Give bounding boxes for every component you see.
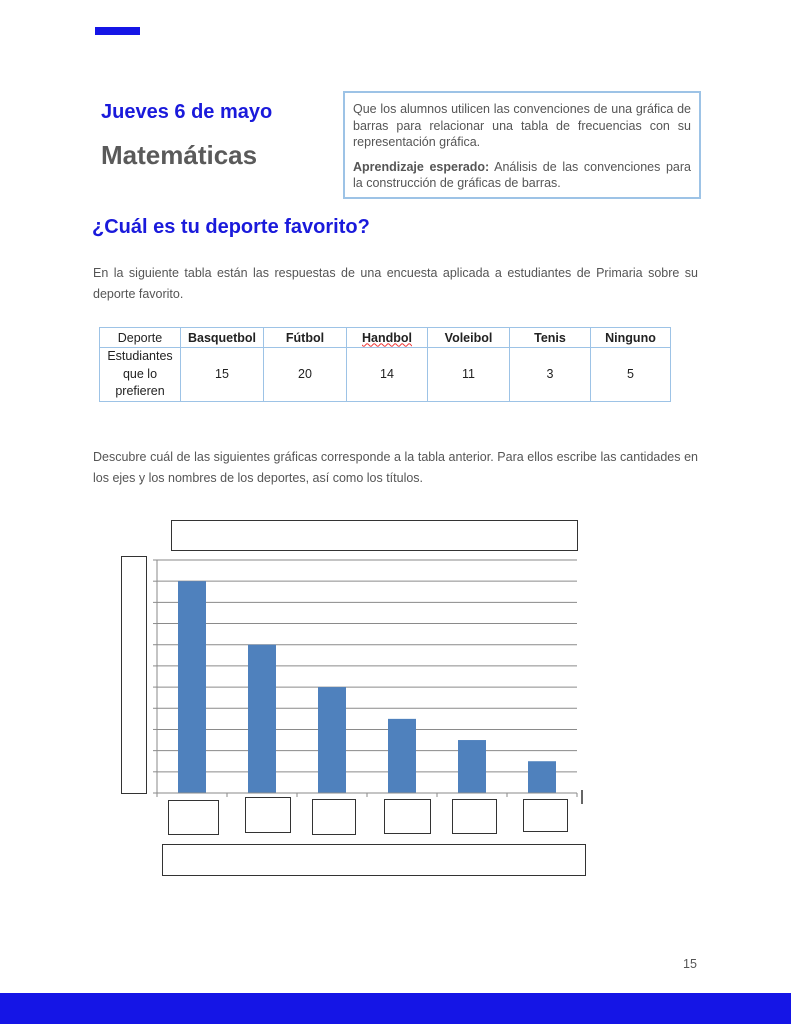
table-header-cell: Voleibol (428, 328, 510, 348)
table-row-label: Estudiantes que lo prefieren (100, 348, 181, 402)
table-header-cell (347, 328, 428, 348)
x-axis-title-input[interactable] (162, 844, 586, 876)
table-row (100, 348, 671, 402)
category-label-input[interactable] (168, 800, 219, 835)
chart-axes (153, 560, 582, 804)
table-header-cell: Deporte (100, 328, 181, 348)
table-header-cell: Fútbol (264, 328, 347, 348)
objective-box (343, 91, 701, 199)
lesson-date: Jueves 6 de mayo (101, 101, 273, 123)
category-label-input[interactable] (312, 799, 356, 835)
table-cell: 11 (428, 348, 510, 402)
instructions-paragraph: Descubre cuál de las siguientes gráficas corresponde a la tabla anterior. Para ellos escribe las cantidades en los ejes y los nombres de los deportes, así como los títulos. (93, 450, 698, 485)
question-heading: ¿Cuál es tu deporte favorito? (92, 216, 370, 238)
table-cell: 14 (347, 348, 428, 402)
table-cell: 3 (510, 348, 591, 402)
category-label-input[interactable] (384, 799, 431, 834)
chart-bar (178, 581, 206, 793)
chart-gridlines (157, 560, 577, 772)
chart-bar (458, 740, 486, 793)
footer-band (0, 993, 791, 1024)
objective-text: Que los alumnos utilicen las convenciones de una gráfica de barras para relacionar una tabla de frecuencias con su representación gráfica. (353, 102, 691, 149)
expected-learning (353, 159, 691, 192)
table-header-cell: Ninguno (591, 328, 671, 348)
expected-learning-label: Aprendizaje esperado: (353, 159, 490, 174)
intro-paragraph: En la siguiente tabla están las respuestas de una encuesta aplicada a estudiantes de Primaria sobre su deporte favorito. (93, 266, 698, 301)
category-label-input[interactable] (452, 799, 497, 834)
table-cell: 15 (181, 348, 264, 402)
category-label-input[interactable] (523, 799, 568, 832)
spellcheck-underline: Handbol (362, 330, 412, 345)
top-accent-bar (95, 27, 140, 35)
page-number: 15 (683, 957, 697, 971)
frequency-table (99, 327, 671, 402)
chart-bar (248, 645, 276, 793)
table-cell: 20 (264, 348, 347, 402)
chart-bar (388, 719, 416, 793)
chart-bars (178, 581, 556, 793)
subject-title: Matemáticas (101, 140, 258, 170)
chart-bar (528, 761, 556, 793)
chart-title-input[interactable] (171, 520, 578, 551)
expected-learning-text: Análisis de las convenciones para la construcción de gráficas de barras. (353, 159, 691, 190)
category-label-input[interactable] (245, 797, 291, 833)
chart-bar (318, 687, 346, 793)
table-header-cell: Tenis (510, 328, 591, 348)
table-cell: 5 (591, 348, 671, 402)
table-header-cell: Basquetbol (181, 328, 264, 348)
table-header-row (100, 328, 671, 348)
y-axis-title-input[interactable] (121, 556, 147, 794)
